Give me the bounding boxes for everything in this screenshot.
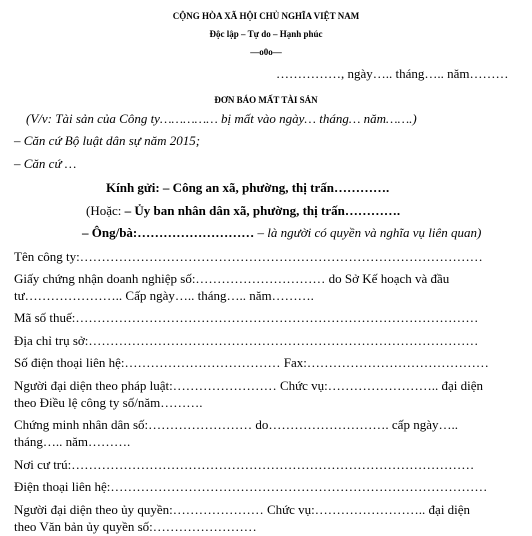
field-id-card-1: Chứng minh nhân dân số:…………………… do………………………. cấp ngày…..: [14, 417, 458, 432]
recipient-line-2: [86, 202, 400, 219]
field-company-name: Tên công ty:…………………………………………………………………………………: [14, 249, 483, 264]
document-title: ĐƠN BÁO MẤT TÀI SẢN: [214, 95, 318, 105]
field-legal-rep-2: theo Điều lệ công ty số/năm……….: [14, 395, 203, 410]
recipient-line-2-bold: – Ủy ban nhân dân xã, phường, thị trấn………….: [124, 203, 401, 218]
field-phone: Số điện thoại liên hệ:……………………………… Fax:……………………………………: [14, 355, 489, 370]
recipient-line-2-prefix: (Hoặc:: [86, 203, 125, 218]
field-authorized-rep-2: theo Văn bản ủy quyền số:……………………: [14, 519, 257, 534]
field-residence: Nơi cư trú:…………………………………………………………………………………: [14, 457, 475, 472]
recipient-line-3-bold: – Ông/bà:………………………: [82, 225, 255, 240]
recipient-line-1: Kính gửi: – Công an xã, phường, thị trấn………….: [106, 180, 390, 195]
document-subject: (V/v: Tài sản của Công ty…………… bị mất vào ngày… tháng… năm…….): [26, 111, 417, 126]
recipient-line-3: [82, 224, 481, 241]
field-head-office: Địa chỉ trụ sở:………………………………………………………………………………: [14, 333, 479, 348]
legal-basis-2: – Căn cứ …: [14, 156, 77, 171]
field-business-cert-2: tư………………….. Cấp ngày….. tháng….. năm……….: [14, 288, 314, 303]
field-id-card-2: tháng….. năm……….: [14, 434, 131, 449]
recipient-line-3-rest: – là người có quyền và nghĩa vụ liên quan): [254, 225, 482, 240]
national-title: CỘNG HÒA XÃ HỘI CHỦ NGHĨA VIỆT NAM: [172, 11, 360, 21]
date-line: ……………, ngày….. tháng….. năm………: [276, 66, 509, 81]
national-motto: Độc lập – Tự do – Hạnh phúc: [209, 29, 323, 39]
field-business-cert-1: Giấy chứng nhận doanh nghiệp số:………………………… do Sở Kế hoạch và đầu: [14, 271, 450, 286]
field-contact-phone: Điện thoại liên hệ:……………………………………………………………………………: [14, 479, 488, 494]
field-tax-code: Mã số thuế:…………………………………………………………………………………: [14, 310, 479, 325]
field-authorized-rep-1: Người đại diện theo ủy quyền:………………… Chức vụ:…………………….. đại diện: [14, 502, 471, 517]
field-legal-rep-1: Người đại diện theo pháp luật:…………………… Chức vụ:…………………….. đại diện: [14, 378, 484, 393]
legal-basis-1: – Căn cứ Bộ luật dân sự năm 2015;: [14, 133, 201, 148]
header-separator: —o0o—: [250, 47, 282, 57]
